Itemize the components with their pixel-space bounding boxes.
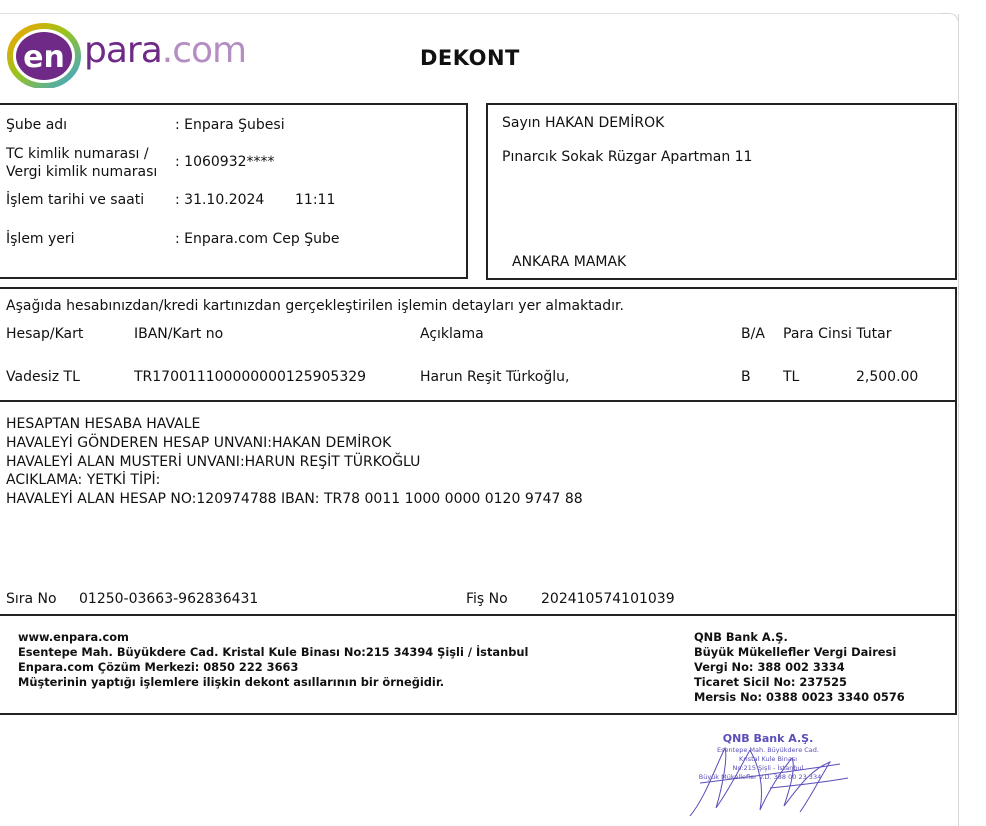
customer-city: ANKARA MAMAK bbox=[512, 254, 627, 270]
header-currency-amount: Para Cinsi Tutar bbox=[783, 326, 892, 342]
enpara-logo bbox=[6, 22, 246, 88]
detail-line: HESAPTAN HESABA HAVALE bbox=[6, 416, 201, 432]
page-right-border bbox=[958, 14, 959, 826]
logo-wordmark bbox=[84, 30, 246, 71]
footer-support: Enpara.com Çözüm Merkezi: 0850 222 3663 bbox=[18, 660, 299, 674]
transaction-intro: Aşağıda hesabınızdan/kredi kartınızdan gerçekleştirilen işlemin detayları yer almaktadır. bbox=[6, 298, 624, 314]
sira-no-label: Sıra No bbox=[6, 591, 57, 607]
stamp-line-address: Esentepe Mah. Büyükdere Cad. bbox=[717, 746, 819, 754]
header-ba: B/A bbox=[741, 326, 765, 342]
location-value: : Enpara.com Cep Şube bbox=[175, 231, 340, 247]
time-value: 11:11 bbox=[295, 192, 336, 208]
location-label: İşlem yeri bbox=[6, 231, 75, 247]
logo-com-text: .com bbox=[161, 30, 247, 71]
footer-bank-name: QNB Bank A.Ş. bbox=[694, 630, 788, 644]
page-top-border bbox=[0, 13, 950, 14]
row-ba: B bbox=[741, 369, 751, 385]
detail-line: HAVALEYİ ALAN MUSTERİ UNVANI:HARUN REŞİT TÜRKOĞLU bbox=[6, 454, 421, 470]
footer-tax-no: Vergi No: 388 002 3334 bbox=[694, 660, 845, 674]
row-amount: 2,500.00 bbox=[856, 369, 919, 385]
stamp-line-building: Kristal Kule Binası bbox=[738, 755, 798, 763]
divider-details bbox=[0, 400, 957, 402]
divider-footer bbox=[0, 614, 957, 616]
fis-no-value: 202410574101039 bbox=[541, 591, 675, 607]
page-corner bbox=[940, 13, 959, 32]
row-account: Vadesiz TL bbox=[6, 369, 80, 385]
footer-website: www.enpara.com bbox=[18, 630, 129, 644]
tc-label-line1: TC kimlik numarası / bbox=[6, 146, 149, 162]
detail-line: ACIKLAMA: YETKİ TİPİ: bbox=[6, 472, 161, 488]
stamp-line-bank: QNB Bank A.Ş. bbox=[722, 732, 814, 745]
header-iban: IBAN/Kart no bbox=[134, 326, 224, 342]
header-description: Açıklama bbox=[420, 326, 484, 342]
row-description: Harun Reşit Türkoğlu, bbox=[420, 369, 570, 385]
enpara-logo-icon bbox=[6, 22, 82, 88]
date-value: : 31.10.2024 bbox=[175, 192, 265, 208]
datetime-label: İşlem tarihi ve saati bbox=[6, 192, 145, 208]
customer-greeting: Sayın HAKAN DEMİROK bbox=[502, 115, 665, 131]
tc-label-line2: Vergi kimlik numarası bbox=[6, 164, 158, 180]
row-currency: TL bbox=[783, 369, 800, 385]
fis-no-label: Fiş No bbox=[466, 591, 508, 607]
document-title: DEKONT bbox=[420, 46, 520, 70]
footer-trade-registry: Ticaret Sicil No: 237525 bbox=[694, 675, 847, 689]
footer-address: Esentepe Mah. Büyükdere Cad. Kristal Kule Binası No:215 34394 Şişli / İstanbul bbox=[18, 645, 529, 659]
branch-name-label: Şube adı bbox=[6, 117, 68, 133]
sira-no-value: 01250-03663-962836431 bbox=[79, 591, 259, 607]
branch-name-value: : Enpara Şubesi bbox=[175, 117, 285, 133]
logo-para-text: para bbox=[84, 30, 162, 71]
stamp-line-tax: Büyük Mükellefler V.D. 388 00 23 334 bbox=[698, 773, 822, 781]
customer-address: Pınarcık Sokak Rüzgar Apartman 11 bbox=[502, 149, 753, 165]
bank-stamp-signature bbox=[680, 728, 860, 820]
footer-tax-office: Büyük Mükellefler Vergi Dairesi bbox=[694, 645, 897, 659]
stamp-line-city: No:215 Şişli - İstanbul bbox=[732, 764, 804, 772]
logo-en-text: en bbox=[23, 40, 65, 75]
tc-value: : 1060932**** bbox=[175, 154, 275, 170]
footer-note: Müşterinin yaptığı işlemlere ilişkin dekont asıllarının bir örneğidir. bbox=[18, 675, 445, 689]
row-iban: TR170011100000000125905329 bbox=[134, 369, 367, 385]
detail-line: HAVALEYİ ALAN HESAP NO:120974788 IBAN: TR78 0011 1000 0000 0120 9747 88 bbox=[6, 491, 583, 507]
footer-mersis: Mersis No: 0388 0023 3340 0576 bbox=[694, 690, 905, 704]
detail-line: HAVALEYİ GÖNDEREN HESAP UNVANI:HAKAN DEMİROK bbox=[6, 435, 392, 451]
header-account: Hesap/Kart bbox=[6, 326, 84, 342]
